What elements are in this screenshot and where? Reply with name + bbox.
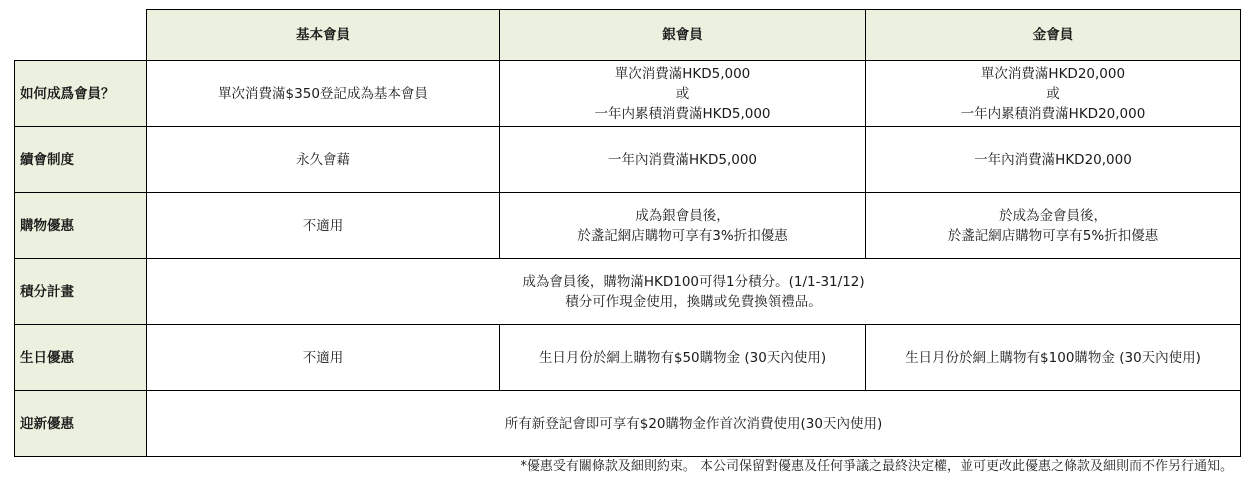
cell-line: 於成為金會員後，: [999, 207, 1107, 224]
cell-line: 一年内累積消費滿HKD20,000: [960, 105, 1146, 122]
header-basic: 基本會員: [147, 10, 500, 61]
cell-join-basic: 單次消費滿$350登記成為基本會員: [147, 61, 500, 127]
cell-points-all: [147, 259, 1241, 325]
header-silver: 銀會員: [500, 10, 866, 61]
header-gold: 金會員: [866, 10, 1241, 61]
cell-line: 單次消費滿HKD5,000: [614, 65, 751, 82]
membership-table: [14, 9, 1241, 457]
cell-line: 成為會員後，購物滿HKD100可得1分積分。(1/1-31/12): [522, 273, 865, 290]
cell-line: 積分可作現金使用，換購或免費換領禮品。: [565, 293, 822, 310]
cell-shopping-basic: 不適用: [147, 193, 500, 259]
cell-renewal-basic: 永久會藉: [147, 127, 500, 193]
header-corner: [15, 10, 147, 61]
row-label-birthday: 生日優惠: [15, 325, 147, 391]
row-label-shopping: 購物優惠: [15, 193, 147, 259]
membership-table-wrapper: [14, 9, 1240, 457]
row-join: [15, 61, 1241, 127]
row-points: [15, 259, 1241, 325]
cell-line: 於盞記網店購物可享有3%折扣優惠: [577, 227, 788, 244]
row-label-join: 如何成爲會員？: [15, 61, 147, 127]
cell-line: 或: [1046, 85, 1060, 102]
cell-line: 一年内累積消費滿HKD5,000: [594, 105, 771, 122]
cell-welcome-all: 所有新登記會即可享有$20購物金作首次消費使用(30天內使用): [147, 391, 1241, 457]
cell-line: 成為銀會員後，: [635, 207, 730, 224]
cell-renewal-gold: 一年內消費滿HKD20,000: [866, 127, 1241, 193]
cell-join-silver: [500, 61, 866, 127]
row-label-points: 積分計畫: [15, 259, 147, 325]
row-label-welcome: 迎新優惠: [15, 391, 147, 457]
cell-renewal-silver: 一年內消費滿HKD5,000: [500, 127, 866, 193]
cell-birthday-gold: 生日月份於網上購物有$100購物金 (30天內使用): [866, 325, 1241, 391]
header-row: [15, 10, 1241, 61]
cell-shopping-silver: [500, 193, 866, 259]
cell-line: 於盞記網店購物可享有5%折扣優惠: [947, 227, 1159, 244]
cell-line: 單次消費滿HKD20,000: [980, 65, 1126, 82]
cell-shopping-gold: [866, 193, 1241, 259]
row-label-renewal: 續會制度: [15, 127, 147, 193]
cell-line: 或: [675, 85, 690, 102]
row-shopping: [15, 193, 1241, 259]
cell-join-gold: [866, 61, 1241, 127]
row-renewal: [15, 127, 1241, 193]
footnote: *優惠受有關條款及細則約束。 本公司保留對優惠及任何爭議之最終決定權，並可更改此優惠之條款及細則而不作另行通知。: [520, 459, 1233, 474]
row-welcome: [15, 391, 1241, 457]
cell-birthday-silver: 生日月份於網上購物有$50購物金 (30天內使用): [500, 325, 866, 391]
row-birthday: [15, 325, 1241, 391]
cell-birthday-basic: 不適用: [147, 325, 500, 391]
